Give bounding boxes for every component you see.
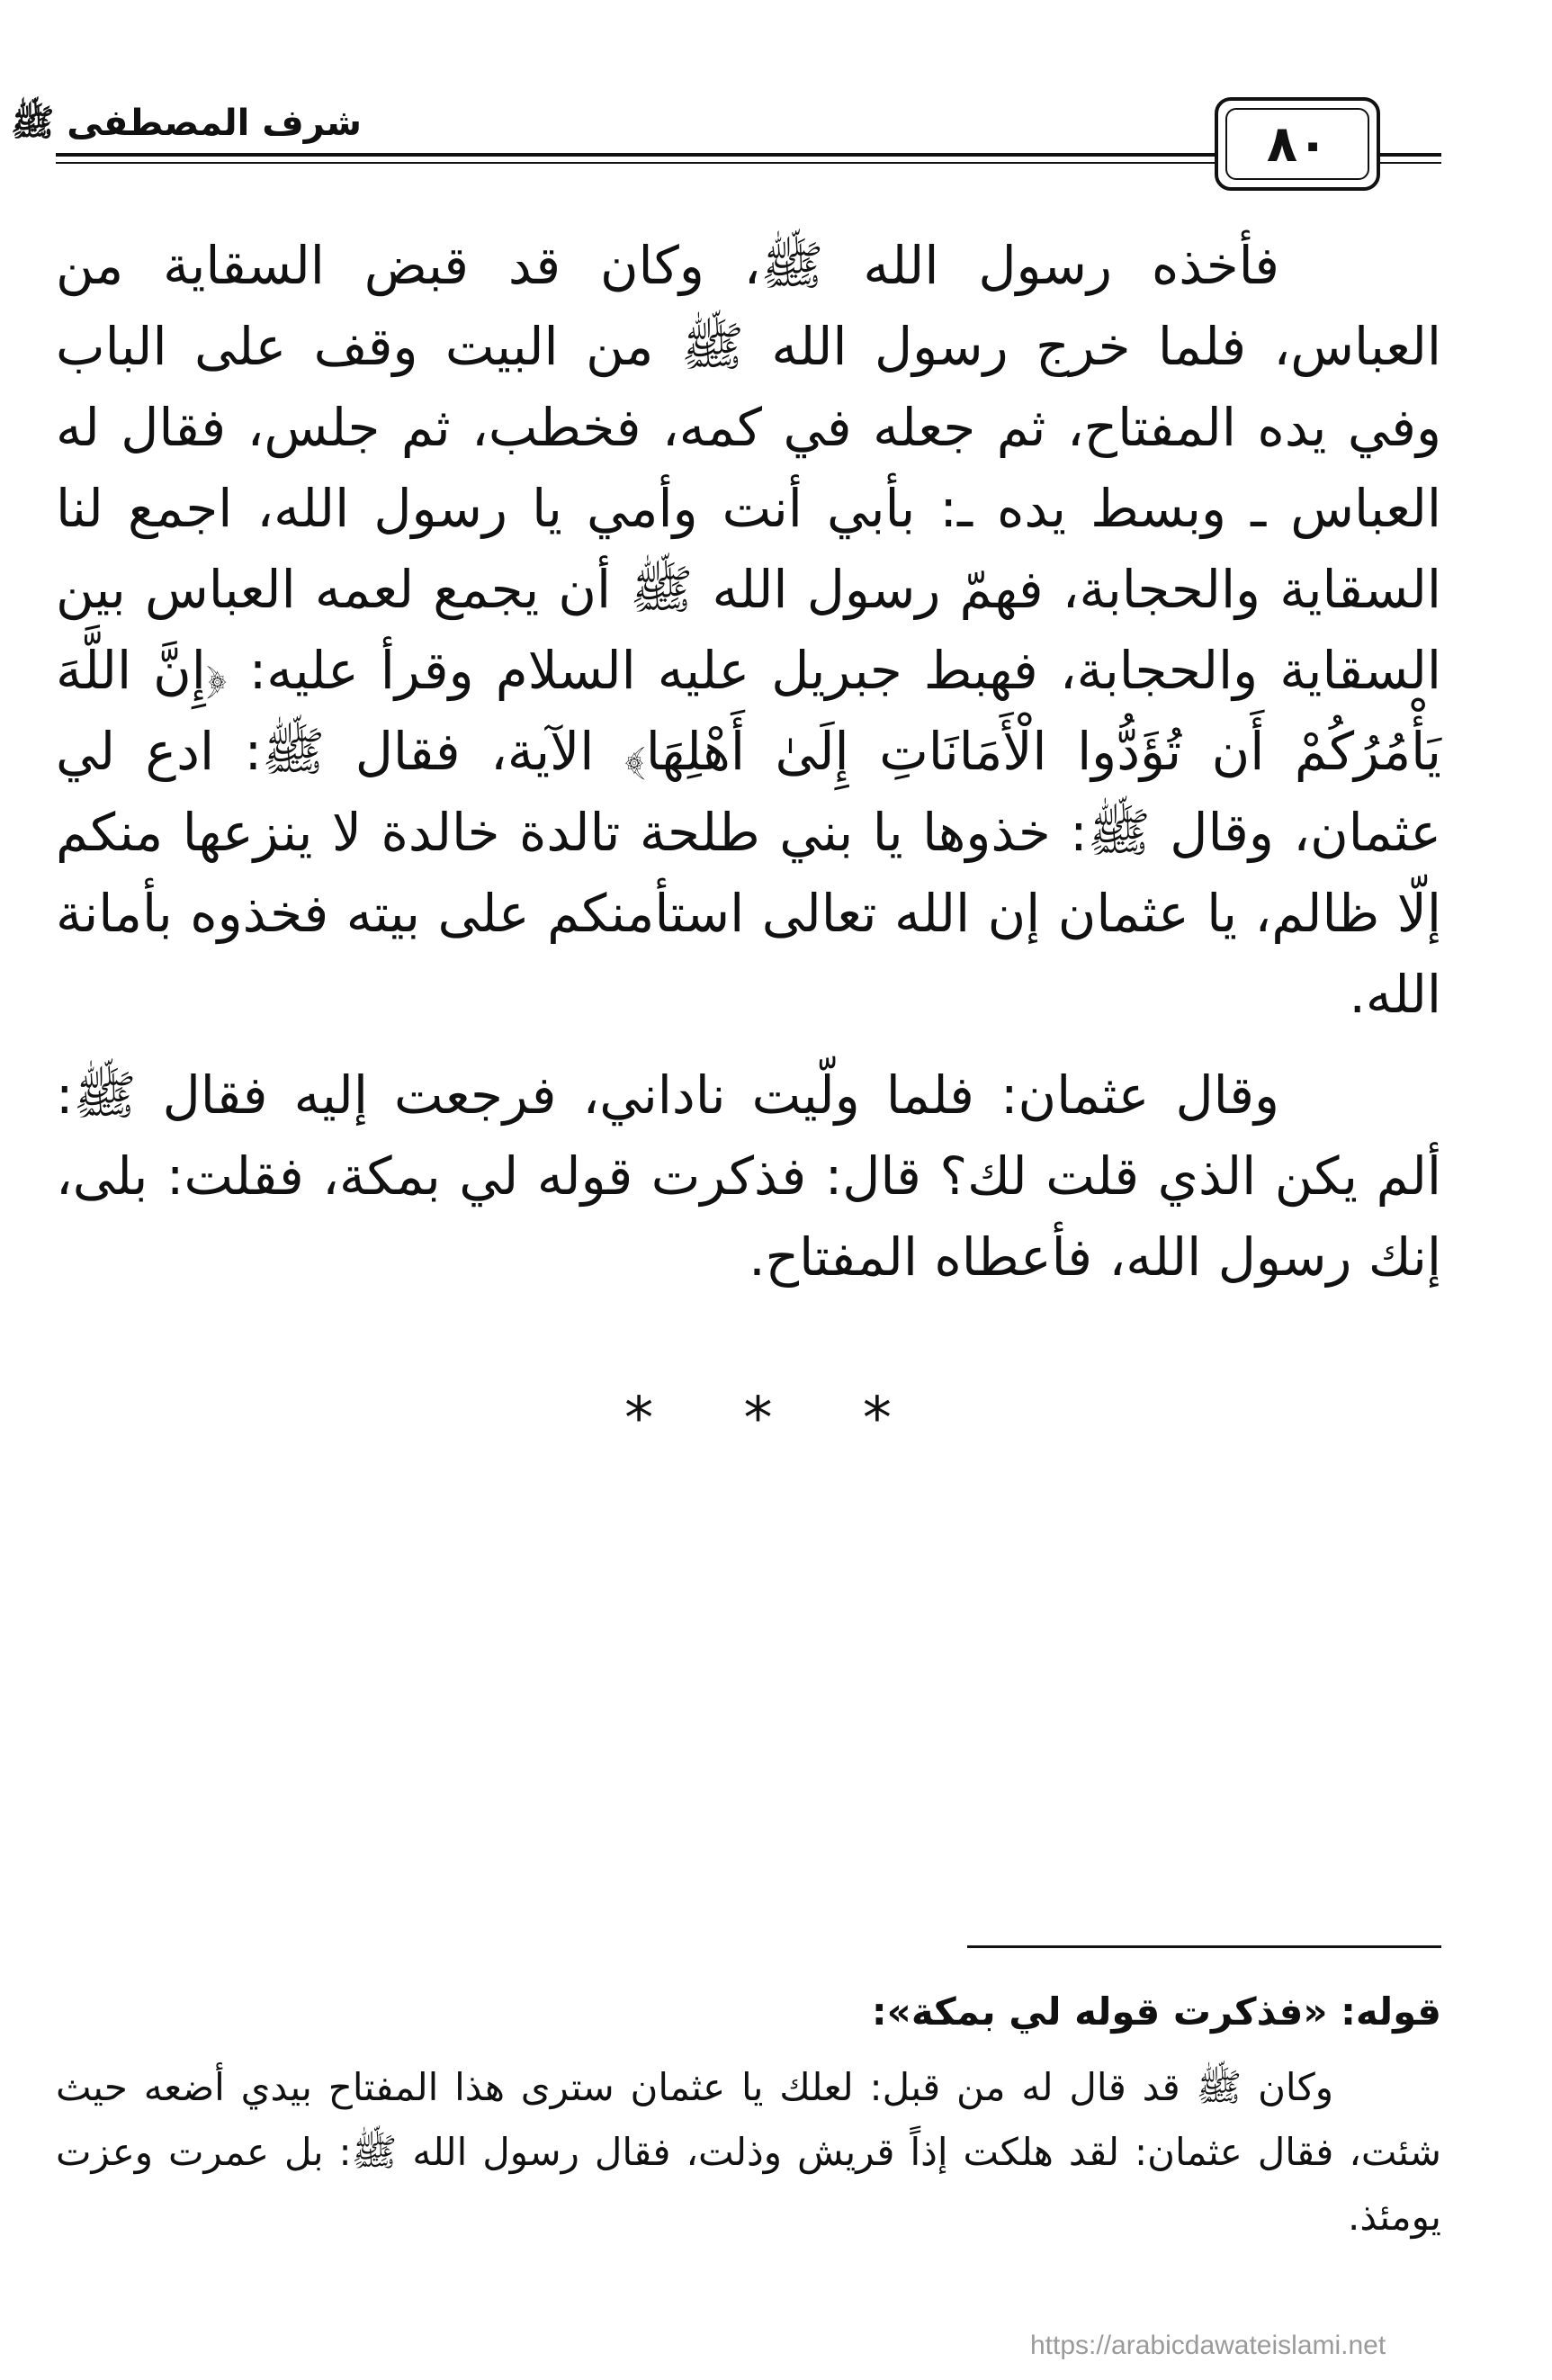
watermark-url: https://arabicdawateislami.net [1030,2331,1386,2360]
footnote-title: قوله: «فذكرت قوله لي بمكة»: [871,1989,1441,2034]
book-title: شرف المصطفى ﷺ [10,103,362,144]
main-text [56,225,1441,1298]
section-separator: * * * [624,1386,928,1452]
footnote-rule [967,1945,1441,1948]
footnote-body: وكان ﷺ قد قال له من قبل: لعلك يا عثمان سترى هذا المفتاح بيدي أضعه حيث شئت، فقال عثمان: لقد هلكت إذاً قريش وذلت، فقال رسول الله ﷺ: بل عمرت وعزت يومئذ. [56,2065,1441,2239]
page-number-frame [1215,97,1380,191]
paragraph-1: فأخذه رسول الله ﷺ، وكان قد قبض السقاية من العباس، فلما خرج رسول الله ﷺ من البيت وقف على الباب وفي يده المفتاح، ثم جعله في كمه، فخطب، ثم جلس، فقال له العباس ـ وبسط يده ـ: بأبي أنت وأمي يا رسول الله، اجمع لنا السقاية والحجابة، فهمّ رسول الله ﷺ أن يجمع لعمه العباس بين السقاية والحجابة، فهبط جبريل عليه السلام وقرأ عليه: ﴿إِنَّ اللَّهَ يَأْمُرُكُمْ أَن تُؤَدُّوا الْأَمَانَاتِ إِلَىٰ أَهْلِهَا﴾ الآية، فقال ﷺ: ادع لي عثمان، وقال ﷺ: خذوها يا بني طلحة تالدة خالدة لا ينزعها منكم إلّا ظالم، يا عثمان إن الله تعالى استأمنكم على بيته فخذوه بأمانة الله. [56,235,1441,1025]
page-number: ٨٠ [1225,108,1369,180]
paragraph-2: وقال عثمان: فلما ولّيت ناداني، فرجعت إليه فقال ﷺ: ألم يكن الذي قلت لك؟ قال: فذكرت قوله لي بمكة، فقلت: بلى، إنك رسول الله، فأعطاه المفتاح. [56,1064,1441,1288]
footnote [56,1980,1441,2250]
